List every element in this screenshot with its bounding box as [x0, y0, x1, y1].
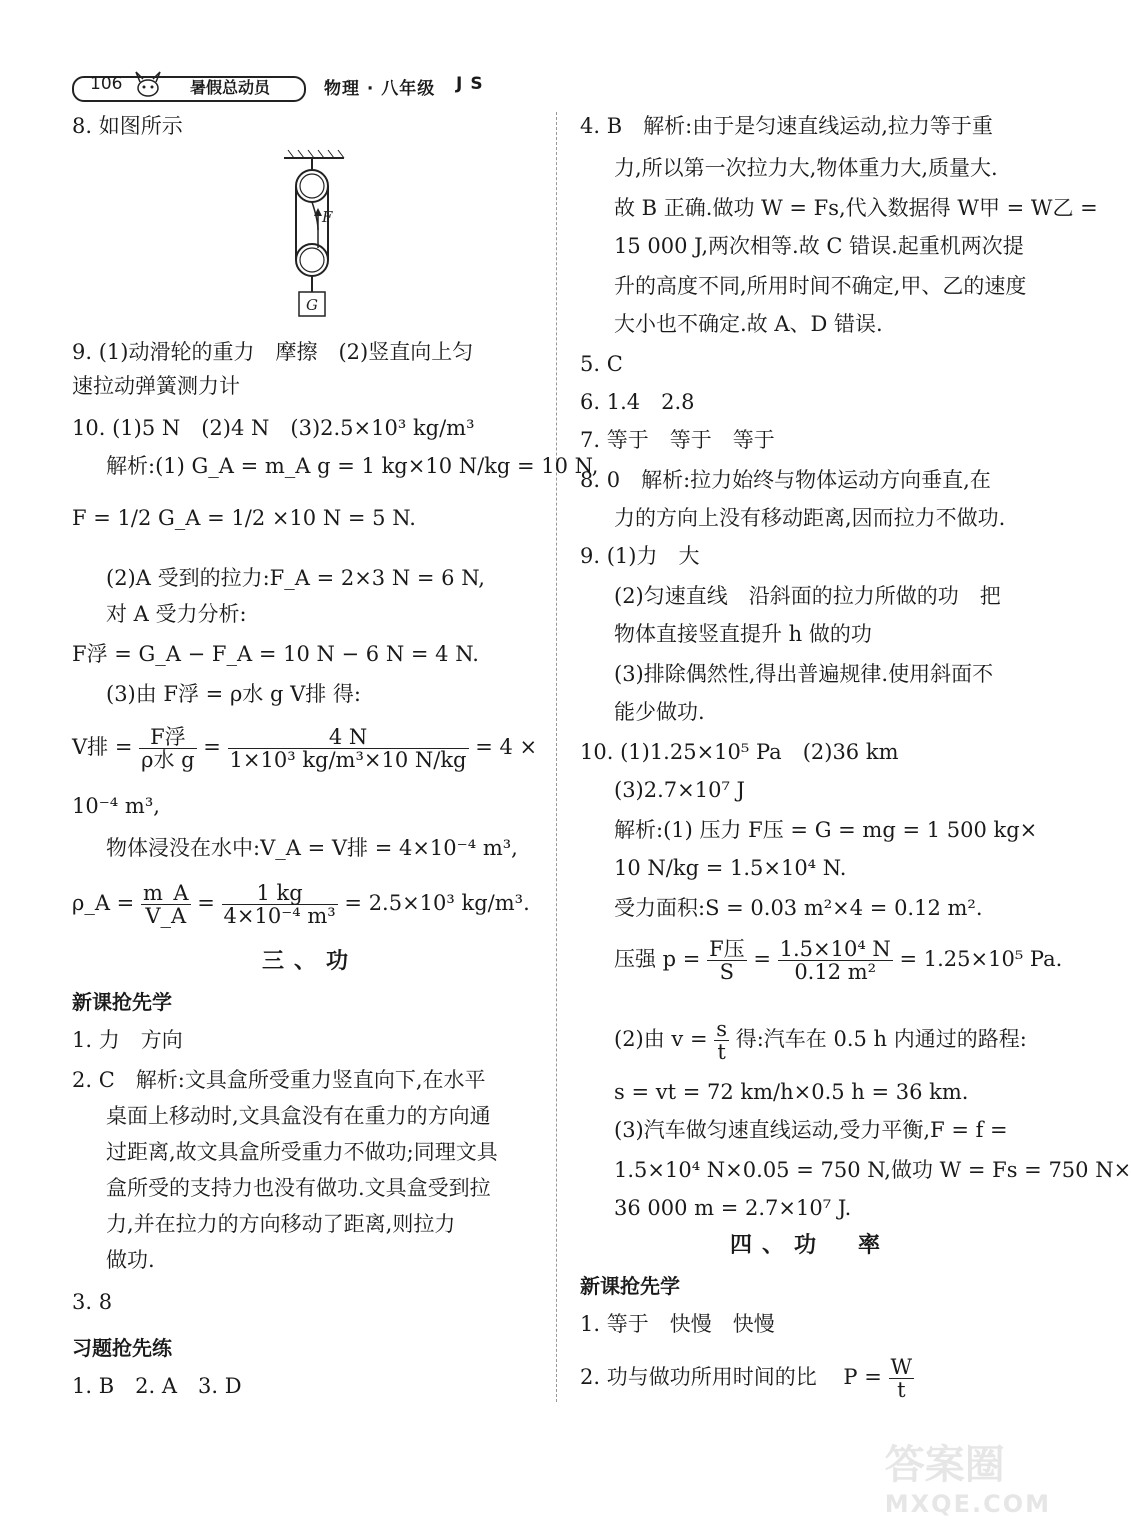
- answer-9-r-line2: (2)匀速直线 沿斜面的拉力所做的功 把: [614, 584, 1001, 608]
- answer-10-r-line2: (3)2.7×10⁷ J: [614, 778, 745, 802]
- section-title-work: 三、功: [262, 949, 359, 974]
- answer-10-analysis5: F浮 = G_A − F_A = 10 N − 6 N = 4 N.: [72, 642, 479, 666]
- weight-label: G: [306, 296, 318, 314]
- answer-9-line1: 9. (1)动滑轮的重力 摩擦 (2)竖直向上匀: [72, 340, 474, 364]
- pulley-figure: [282, 150, 362, 322]
- series-title: 暑假总动员: [190, 78, 271, 97]
- answer-10-r-line11: 36 000 m = 2.7×10⁷ J.: [614, 1196, 852, 1220]
- equation-speed: (2)由 v = $\frac{s}{t}$ 得:汽车在 0.5 h 内通过的路程:: [614, 1017, 1027, 1064]
- heading-new-lesson: 新课抢先学: [72, 990, 172, 1014]
- fraction-power: $\frac{W}{t}$: [890, 1355, 913, 1402]
- heading-exercises: 习题抢先练: [72, 1336, 172, 1360]
- fraction-s-t: $\frac{s}{t}$: [716, 1017, 728, 1064]
- lesson-answer-2-line2: 桌面上移动时,文具盒没有在重力的方向通: [106, 1104, 491, 1128]
- lesson-answer-2-line4: 盒所受的支持力也没有做功.文具盒受到拉: [106, 1176, 491, 1200]
- answer-10-r-line3: 解析:(1) 压力 F压 = G = mg = 1 500 kg×: [614, 818, 1038, 842]
- answer-10-r-line4: 10 N/kg = 1.5×10⁴ N.: [614, 856, 847, 880]
- heading-new-lesson-right: 新课抢先学: [580, 1274, 680, 1298]
- section-title-power: 四、功 率: [730, 1233, 891, 1258]
- fraction-buoyancy: $\frac{\text{F浮}}{\text{ρ水 g}}$: [141, 725, 195, 772]
- answer-6: 6. 1.4 2.8: [580, 390, 695, 414]
- page-header: [72, 72, 592, 102]
- fraction-pressure-values: $\frac{\text{1.5×10⁴ N}}{\text{0.12 m²}}$: [779, 937, 891, 984]
- answer-4-line3: 故 B 正确.做功 W = Fs,代入数据得 W甲 = W乙 =: [614, 196, 1098, 220]
- column-divider: [556, 112, 557, 1402]
- answer-10-r-line10: 1.5×10⁴ N×0.05 = 750 N,做功 W = Fs = 750 N×: [614, 1158, 1131, 1182]
- lesson-answer-1: 1. 力 方向: [72, 1028, 183, 1052]
- fraction-mass-volume: $\frac{m\_A}{V\_A}$: [142, 881, 189, 928]
- subject-title: 物理 · 八年级: [324, 79, 436, 99]
- exercise-answers: 1. B 2. A 3. D: [72, 1374, 242, 1398]
- edition-label: JS: [456, 74, 491, 94]
- fraction-force-area: $\frac{\text{F压}}{S}$: [709, 937, 745, 984]
- fraction-density-values: $\frac{1 kg}{\text{4×10⁻⁴ m³}}$: [223, 881, 336, 928]
- answer-10-analysis6: (3)由 F浮 = ρ水 g V排 得:: [106, 682, 361, 706]
- answer-9-line2: 速拉动弹簧测力计: [72, 374, 240, 398]
- answer-4-line1: 4. B 解析:由于是匀速直线运动,拉力等于重: [580, 114, 993, 138]
- answer-10-r-line8: s = vt = 72 km/h×0.5 h = 36 km.: [614, 1080, 969, 1104]
- answer-10-analysis2: F = 1/2 G_A = 1/2 ×10 N = 5 N.: [72, 506, 416, 530]
- page-number: 106: [90, 74, 123, 94]
- answer-8-left: 8. 如图所示: [72, 114, 183, 138]
- answer-10-r-line5: 受力面积:S = 0.03 m²×4 = 0.12 m².: [614, 896, 983, 920]
- answer-10-analysis7: 10⁻⁴ m³,: [72, 794, 160, 818]
- answer-9-r-line3: 物体直接竖直提升 h 做的功: [614, 622, 872, 646]
- answer-4-line2: 力,所以第一次拉力大,物体重力大,质量大.: [614, 156, 998, 180]
- answer-4-line6: 大小也不确定.故 A、D 错误.: [614, 312, 883, 336]
- power-answer-2: 2. 功与做功所用时间的比 P = $\frac{W}{t}$: [580, 1355, 913, 1402]
- lesson-answer-2-line5: 力,并在拉力的方向移动了距离,则拉力: [106, 1212, 456, 1236]
- answer-10-analysis3: (2)A 受到的拉力:F_A = 2×3 N = 6 N,: [106, 566, 485, 590]
- answer-9-r-line4: (3)排除偶然性,得出普遍规律.使用斜面不: [614, 662, 994, 686]
- answer-8-line2: 力的方向上没有移动距离,因而拉力不做功.: [614, 506, 1006, 530]
- answer-10-analysis1: 解析:(1) G_A = m_A g = 1 kg×10 N/kg = 10 N,: [106, 454, 599, 478]
- answer-5: 5. C: [580, 352, 623, 376]
- answer-9-r-line5: 能少做功.: [614, 700, 705, 724]
- force-label: F: [322, 208, 333, 226]
- lesson-answer-3: 3. 8: [72, 1290, 113, 1314]
- answer-7: 7. 等于 等于 等于: [580, 428, 775, 452]
- answer-4-line4: 15 000 J,两次相等.故 C 错误.起重机两次提: [614, 234, 1024, 258]
- equation-pressure: 压强 p = $\frac{\text{F压}}{S}$ = $\frac{\text{1.5×10⁴ N}}{\text{0.12 m²}}$ = 1.25×10⁵ Pa.: [614, 937, 1063, 984]
- answer-10-line1: 10. (1)5 N (2)4 N (3)2.5×10³ kg/m³: [72, 416, 475, 440]
- answer-10-analysis4: 对 A 受力分析:: [106, 602, 247, 626]
- answer-9-r-line1: 9. (1)力 大: [580, 544, 700, 568]
- answer-10-r-line1: 10. (1)1.25×10⁵ Pa (2)36 km: [580, 740, 899, 764]
- lesson-answer-2-line1: 2. C 解析:文具盒所受重力竖直向下,在水平: [72, 1068, 486, 1092]
- answer-10-analysis8: 物体浸没在水中:V_A = V排 = 4×10⁻⁴ m³,: [106, 836, 518, 860]
- equation-v-displaced: V排 = $\frac{\text{F浮}}{\text{ρ水 g}}$ = $\frac{4 N}{\text{1×10³ kg/m³×10 N/kg}}$ = 4 ×: [72, 725, 538, 772]
- equation-density: ρ_A = $\frac{m\_A}{V\_A}$ = $\frac{1 kg}{\text{4×10⁻⁴ m³}}$ = 2.5×10³ kg/m³.: [72, 881, 530, 928]
- answer-8-line1: 8. 0 解析:拉力始终与物体运动方向垂直,在: [580, 468, 991, 492]
- answer-10-r-line9: (3)汽车做匀速直线运动,受力平衡,F = f =: [614, 1118, 1008, 1142]
- lesson-answer-2-line3: 过距离,故文具盒所受重力不做功;同理文具: [106, 1140, 498, 1164]
- lesson-answer-2-line6: 做功.: [106, 1248, 155, 1272]
- fraction-values: $\frac{4 N}{\text{1×10³ kg/m³×10 N/kg}}$: [229, 725, 467, 772]
- watermark-logo: 答案圈 MXQE.COM: [884, 1442, 1051, 1518]
- power-answer-1: 1. 等于 快慢 快慢: [580, 1312, 775, 1336]
- mascot-icon: [130, 70, 166, 100]
- answer-4-line5: 升的高度不同,所用时间不确定,甲、乙的速度: [614, 274, 1027, 298]
